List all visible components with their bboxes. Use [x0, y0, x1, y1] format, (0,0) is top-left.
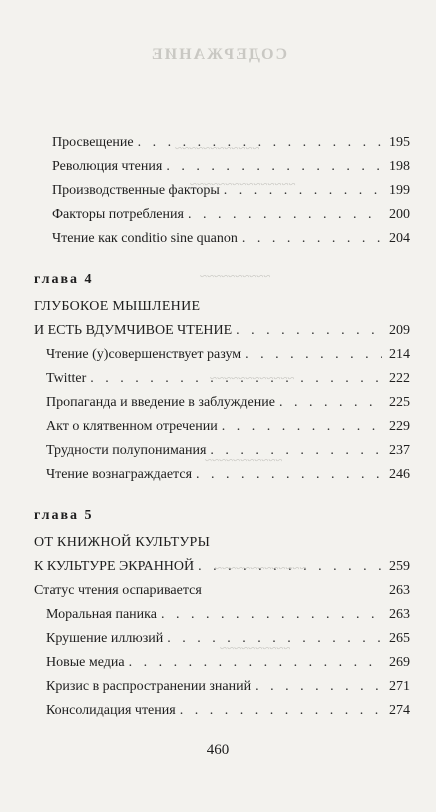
dot-leader — [222, 418, 382, 436]
chapter-title-entry[interactable] — [34, 322, 410, 340]
bleed-through-text: ~~~~~~~~~~~~ — [210, 370, 295, 385]
toc-entry-page: 263 — [389, 607, 410, 622]
toc-entry-label: Кризис в распространении знаний — [46, 679, 252, 694]
toc-entry[interactable] — [46, 630, 410, 648]
dot-leader — [196, 466, 382, 484]
toc-subheading-label: Статус чтения оспаривается — [34, 583, 202, 598]
chapter-title-line: И ЕСТЬ ВДУМЧИВОЕ ЧТЕНИЕ — [34, 323, 233, 338]
toc-entry-label: Чтение вознаграждается — [46, 467, 193, 482]
dot-leader — [138, 134, 382, 152]
toc-entry[interactable] — [46, 702, 410, 720]
toc-entry-label: Акт о клятвенном отречении — [46, 419, 218, 434]
toc-entry-page: 200 — [389, 207, 410, 222]
toc-entry[interactable] — [52, 134, 410, 152]
toc-entry-label: Трудности полупонимания — [46, 443, 207, 458]
chapter-title-line: ОТ КНИЖНОЙ КУЛЬТУРЫ — [34, 535, 211, 550]
chapter-label: глава 4 — [34, 272, 94, 287]
chapter-title-line: ГЛУБОКОЕ МЫШЛЕНИЕ — [34, 299, 201, 314]
toc-entry-page: 214 — [389, 347, 410, 362]
chapter-label: глава 5 — [34, 508, 94, 523]
chapter-title-line: К КУЛЬТУРЕ ЭКРАННОЙ — [34, 559, 195, 574]
dot-leader — [188, 206, 382, 224]
toc-entry[interactable] — [46, 418, 410, 436]
dot-leader — [90, 370, 382, 388]
bleed-through-text: ~~~~~~~~~~~~~~~ — [190, 176, 296, 191]
dot-leader — [242, 230, 382, 248]
toc-entry-page: 209 — [389, 323, 410, 338]
dot-leader — [166, 158, 382, 176]
toc-subheading[interactable] — [34, 582, 410, 600]
dot-leader — [279, 394, 382, 412]
chapter-title-entry[interactable] — [34, 558, 410, 576]
toc-entry-label: Крушение иллюзий — [46, 631, 164, 646]
toc-entry-label: Моральная паника — [46, 607, 157, 622]
toc-entry-page: 265 — [389, 631, 410, 646]
toc-entry-page: 274 — [389, 703, 410, 718]
dot-leader — [255, 678, 382, 696]
toc-entry-page: 229 — [389, 419, 410, 434]
toc-entry[interactable] — [52, 206, 410, 224]
toc-entry-label: Пропаганда и введение в заблуждение — [46, 395, 275, 410]
bleed-through-text: ~~~~~~~~~~ — [200, 268, 271, 283]
dot-leader — [236, 322, 382, 340]
toc-entry-page: 225 — [389, 395, 410, 410]
toc-entry[interactable] — [52, 158, 410, 176]
toc-entry-label: Новые медиа — [46, 655, 125, 670]
toc-entry-page: 269 — [389, 655, 410, 670]
toc-entry[interactable] — [46, 678, 410, 696]
toc-entry-page: 271 — [389, 679, 410, 694]
toc-entry[interactable] — [46, 466, 410, 484]
bleed-through-text: ~~~~~~~~~~~ — [205, 452, 283, 467]
dot-leader — [224, 182, 382, 200]
bleed-through-text: ~~~~~~~~~~ — [220, 640, 291, 655]
toc-entry-label: Чтение как conditio sine quanon — [52, 231, 238, 246]
toc-entry[interactable] — [46, 394, 410, 412]
toc-entry-page: 199 — [389, 183, 410, 198]
toc-entry-page: 259 — [389, 559, 410, 574]
toc-entry[interactable] — [46, 442, 410, 460]
bleed-through-title: СОДЕРЖАНИЕ — [150, 46, 288, 63]
toc-entry[interactable] — [46, 606, 410, 624]
toc-entry[interactable] — [46, 654, 410, 672]
dot-leader — [129, 654, 382, 672]
toc-entry-label: Чтение (у)совершенствует разум — [46, 347, 242, 362]
toc-entry-page: 204 — [389, 231, 410, 246]
toc-entry-label: Революция чтения — [52, 159, 163, 174]
toc-entry-label: Консолидация чтения — [46, 703, 176, 718]
toc-entry-page: 198 — [389, 159, 410, 174]
toc-entry-page: 263 — [389, 583, 410, 598]
dot-leader — [210, 442, 382, 460]
dot-leader — [180, 702, 382, 720]
dot-leader — [198, 558, 382, 576]
toc-entry-label: Просвещение — [52, 135, 134, 150]
toc-entry-label: Факторы потребления — [52, 207, 184, 222]
toc-entry-label: Производственные факторы — [52, 183, 220, 198]
dot-leader — [245, 346, 382, 364]
dot-leader — [161, 606, 382, 624]
toc-entry-page: 246 — [389, 467, 410, 482]
toc-entry-page: 222 — [389, 371, 410, 386]
toc-entry[interactable] — [46, 370, 410, 388]
toc-entry[interactable] — [46, 346, 410, 364]
toc-entry-page: 237 — [389, 443, 410, 458]
bleed-through-text: ~~~~~~~~~~~~ — [175, 140, 260, 155]
dot-leader — [167, 630, 382, 648]
toc-entry[interactable] — [52, 182, 410, 200]
toc-entry-page: 195 — [389, 135, 410, 150]
page-number: 460 — [206, 742, 230, 758]
toc-entry-label: Twitter — [46, 371, 87, 386]
bleed-through-text: ~~~~~~~~~~~~~ — [215, 560, 307, 575]
toc-entry[interactable] — [52, 230, 410, 248]
